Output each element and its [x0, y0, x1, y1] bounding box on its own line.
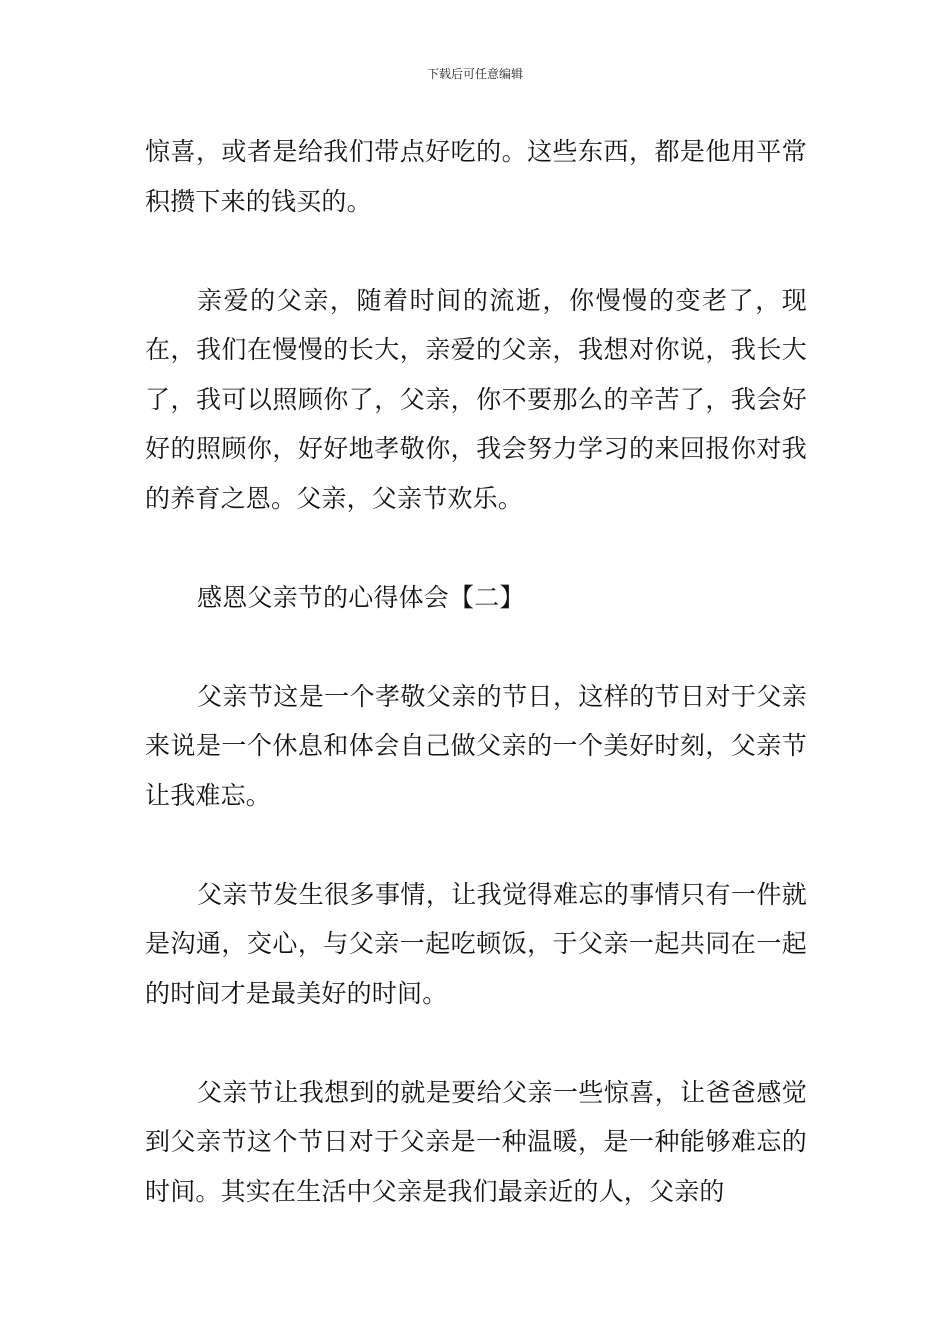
paragraph-father-message: 亲爱的父亲，随着时间的流逝，你慢慢的变老了，现在，我们在慢慢的长大，亲爱的父亲，我想对你说，我长大了，我可以照顾你了，父亲，你不要那么的辛苦了，我会好好的照顾你，好好地孝敬你，我会努力学习的来回报你对我的养育之恩。父亲，父亲节欢乐。 [145, 285, 807, 513]
page-header-note: 下载后可任意编辑 [426, 67, 523, 81]
paragraph-fathers-day-memory: 父亲节发生很多事情，让我觉得难忘的事情只有一件就是沟通，交心，与父亲一起吃顿饭，于父亲一起共同在一起的时间才是最美好的时间。 [145, 879, 807, 1008]
document-body [145, 127, 807, 1216]
paragraph-fathers-day-surprise: 父亲节让我想到的就是要给父亲一些惊喜，让爸爸感觉到父亲节这个节日对于父亲是一种温暖，是一种能够难忘的时间。其实在生活中父亲是我们最亲近的人，父亲的 [145, 1077, 807, 1206]
paragraph-fathers-day-intro: 父亲节这是一个孝敬父亲的节日，这样的节日对于父亲来说是一个休息和体会自己做父亲的一个美好时刻，父亲节让我难忘。 [145, 681, 807, 810]
paragraph-continuation: 惊喜，或者是给我们带点好吃的。这些东西，都是他用平常积攒下来的钱买的。 [145, 137, 807, 216]
section-heading: 感恩父亲节的心得体会【二】 [197, 582, 525, 612]
